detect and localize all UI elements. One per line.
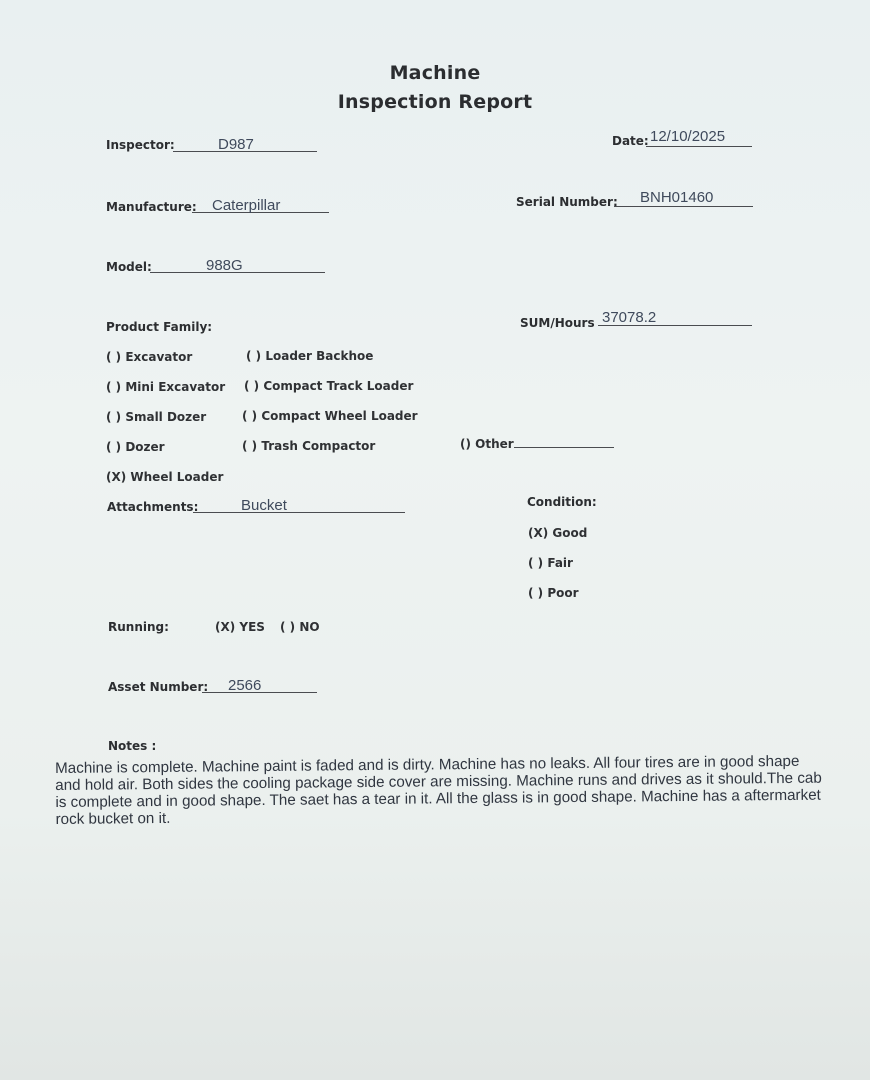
model-label: Model: (106, 260, 152, 274)
notes-label: Notes : (108, 739, 157, 753)
manufacture-value: Caterpillar (212, 197, 281, 214)
option-small-dozer: ( ) Small Dozer (106, 410, 207, 424)
date-label: Date: (612, 134, 649, 148)
running-yes-checked: (X) YES (215, 620, 265, 634)
report-title-line2: Inspection Report (337, 91, 533, 113)
condition-good-checked: (X) Good (528, 526, 588, 540)
hours-value: 37078.2 (602, 309, 657, 326)
serial-number-underline (614, 206, 753, 207)
notes-text: Machine is complete. Machine paint is faded and is dirty. Machine has no leaks. All four tires are in good shape and hold air. Both sides the cooling package side cover are missing. Machine runs and drives as it should.The cab is complete and in good shape. The saet has a tear in it. All the glass is in good shape. Machine has a aftermarket rock bucket on it. (55, 752, 822, 828)
option-compact-track-loader: ( ) Compact Track Loader (244, 379, 414, 393)
condition-label: Condition: (527, 495, 597, 509)
inspector-label: Inspector: (106, 138, 175, 152)
hours-label: SUM/Hours (520, 316, 595, 330)
condition-fair: ( ) Fair (528, 556, 573, 570)
manufacture-label: Manufacture: (106, 200, 197, 214)
model-value: 988G (206, 257, 243, 274)
option-wheel-loader-checked: (X) Wheel Loader (106, 470, 224, 484)
other-underline (514, 447, 614, 448)
inspector-value: D987 (218, 136, 254, 153)
option-other: () Other (460, 437, 514, 451)
date-underline (646, 146, 752, 147)
option-excavator: ( ) Excavator (106, 350, 193, 364)
attachments-value: Bucket (241, 497, 287, 514)
option-compact-wheel-loader: ( ) Compact Wheel Loader (242, 409, 418, 423)
serial-number-label: Serial Number: (516, 195, 618, 209)
option-dozer: ( ) Dozer (106, 440, 165, 454)
running-no: ( ) NO (280, 620, 320, 634)
condition-poor: ( ) Poor (528, 586, 579, 600)
attachments-label: Attachments: (107, 500, 199, 514)
attachments-underline (193, 512, 405, 513)
running-label: Running: (108, 620, 169, 634)
date-value: 12/10/2025 (650, 128, 726, 145)
asset-number-label: Asset Number: (108, 680, 209, 694)
option-trash-compactor: ( ) Trash Compactor (242, 439, 376, 453)
option-mini-excavator: ( ) Mini Excavator (106, 380, 226, 394)
asset-number-value: 2566 (228, 677, 262, 694)
product-family-label: Product Family: (106, 320, 213, 334)
option-loader-backhoe: ( ) Loader Backhoe (246, 349, 374, 363)
serial-number-value: BNH01460 (640, 189, 714, 206)
report-title-line1: Machine (389, 62, 481, 84)
